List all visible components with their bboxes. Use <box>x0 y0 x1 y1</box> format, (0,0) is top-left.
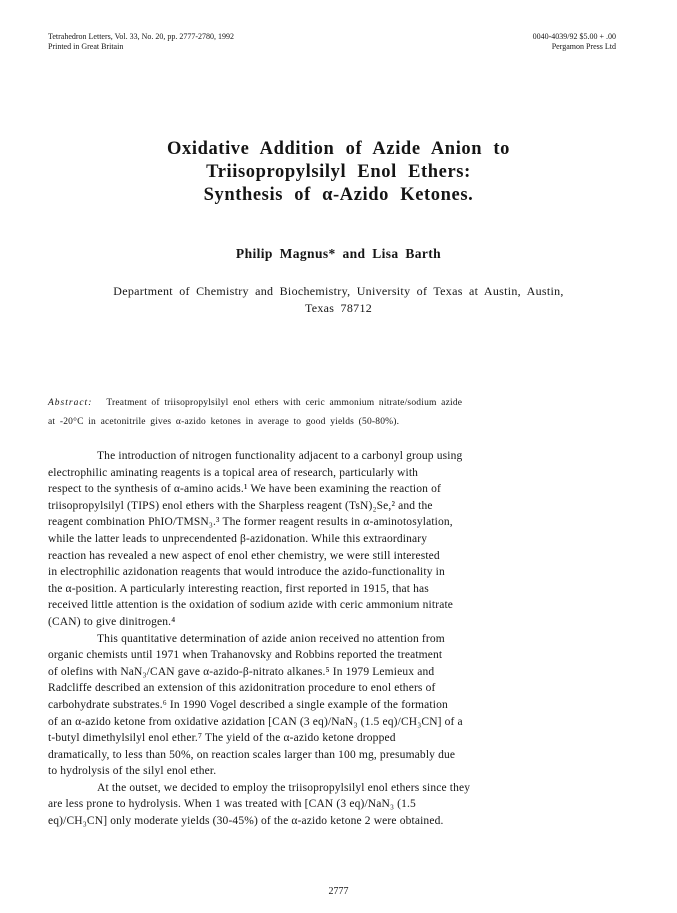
body-line: organic chemists until 1971 when Trahanovsky and Robbins reported the treatment <box>48 649 443 662</box>
printed-in-line: Printed in Great Britain <box>48 42 124 51</box>
publisher-line: Pergamon Press Ltd <box>551 42 616 51</box>
body-line: The introduction of nitrogen functionality adjacent to a carbonyl group using <box>97 450 463 462</box>
abstract-label: Abstract: <box>48 398 93 408</box>
body-line: t-butyl dimethylsilyl enol ether.⁷ The yield of the α-azido ketone dropped <box>48 732 396 745</box>
body-line: respect to the synthesis of α-amino acids.¹ We have been examining the reaction of <box>48 483 441 496</box>
title-line: Oxidative Addition of Azide Anion to <box>166 139 511 159</box>
journal-citation <box>48 32 234 52</box>
body-line: while the latter leads to unprecendented β-azidonation. While this extraordinary <box>48 532 428 545</box>
article-title <box>60 138 617 207</box>
abstract <box>48 394 619 432</box>
body-line: (CAN) to give dinitrogen.⁴ <box>48 615 176 628</box>
affiliation-line: Texas 78712 <box>304 301 373 315</box>
body-line: received little attention is the oxidation of sodium azide with ceric ammonium nitrate <box>48 599 454 612</box>
body-text <box>48 448 619 830</box>
affiliation <box>60 283 617 317</box>
body-line: reaction has revealed a new aspect of enol ether chemistry, we were still interested <box>48 549 440 562</box>
affiliation-line: Department of Chemistry and Biochemistry, University of Texas at Austin, Austin, <box>113 284 564 298</box>
body-line: of an α-azido ketone from oxidative azidation [CAN (3 eq)/NaN₃ (1.5 eq)/CH₃CN] of a <box>48 715 463 728</box>
body-line: the α-position. A particularly interesting reaction, first reported in 1915, that has <box>48 582 429 595</box>
price-publisher <box>533 32 616 52</box>
abstract-text: Treatment of triisopropylsilyl enol ethers with ceric ammonium nitrate/sodium azide <box>106 398 463 408</box>
citation-line: Tetrahedron Letters, Vol. 33, No. 20, pp. 2777-2780, 1992 <box>48 32 235 41</box>
body-line: triisopropylsilyl (TIPS) enol ethers with the Sharpless reagent (TsN)₂Se,² and the <box>48 499 433 512</box>
body-line: Radcliffe described an extension of this azidonitration procedure to enol ethers of <box>48 682 436 695</box>
abstract-line <box>48 394 619 413</box>
body-line: At the outset, we decided to employ the triisopropylsilyl enol ethers since they <box>97 781 471 794</box>
issn-price-line: 0040-4039/92 $5.00 + .00 <box>532 32 616 41</box>
title-line: Triisopropylsilyl Enol Ethers: <box>206 162 471 182</box>
body-line: electrophilic aminating reagents is a topical area of research, particularly with <box>48 466 419 479</box>
body-line: eq)/CH₃CN] only moderate yields (30-45%) of the α-azido ketone 2 were obtained. <box>48 815 444 828</box>
body-line: of olefins with NaN₃/CAN gave α-azido-β-nitrato alkanes.⁵ In 1979 Lemieux and <box>48 665 435 678</box>
body-line: reagent combination PhIO/TMSN₃.³ The former reagent results in α-aminotosylation, <box>48 516 453 529</box>
body-line: carbohydrate substrates.⁶ In 1990 Vogel described a single example of the formation <box>48 698 448 711</box>
body-line: This quantitative determination of azide anion received no attention from <box>97 632 445 645</box>
body-line: are less prone to hydrolysis. When 1 was treated with [CAN (3 eq)/NaN₃ (1.5 <box>48 798 416 811</box>
abstract-line: at -20°C in acetonitrile gives α-azido ketones in average to good yields (50-80%). <box>48 417 400 427</box>
title-line: Synthesis of α-Azido Ketones. <box>203 185 474 205</box>
body-line: to hydrolysis of the silyl enol ether. <box>48 765 217 778</box>
authors: Philip Magnus* and Lisa Barth <box>235 246 442 261</box>
body-line: in electrophilic azidonation reagents that would introduce the azido-functionality in <box>48 566 445 579</box>
body-line: dramatically, to less than 50%, on reaction scales larger than 100 mg, presumably due <box>48 748 456 761</box>
page-number: 2777 <box>328 886 349 897</box>
